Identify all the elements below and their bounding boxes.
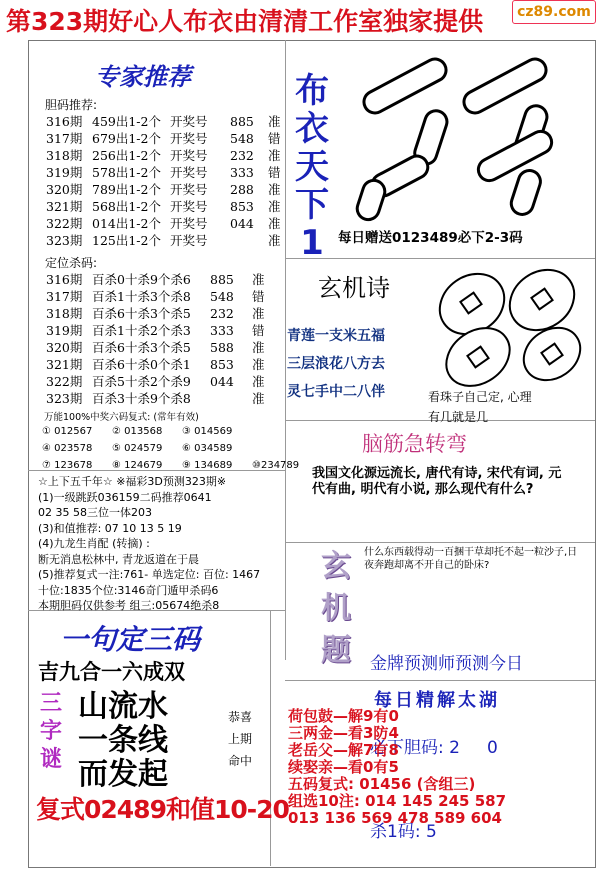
yiju-banner: 一句定三码 (60, 623, 201, 656)
list-item: ④ 023578 (42, 443, 93, 454)
table-row: 320期 百杀6十杀3个杀5 588 准 (46, 340, 265, 355)
xuanji-ti-label: 玄机题 (321, 549, 351, 668)
list-item: ② 013568 (112, 426, 163, 437)
list-item: ③ 014569 (182, 426, 233, 437)
table-row: 321期 百杀6十杀0个杀1 853 准 (46, 357, 265, 372)
riddle-lines (78, 690, 168, 792)
taihu-wuma: 五码复式: 01456 (含组三) (288, 775, 476, 793)
table-row: 323期 百杀3十杀9个杀8 准 (46, 391, 265, 406)
expert-table (46, 113, 281, 249)
riddle-line: 而发起 (78, 757, 168, 792)
naojin-banner: 脑筋急转弯 (362, 432, 467, 456)
notes-line: (1)一级跳跃036159二码推荐0641 (38, 490, 212, 504)
table-row: 316期 百杀0十杀9个杀6 885 准 (46, 272, 265, 287)
poem-line: 灵七手中二八伴 (287, 384, 385, 400)
taihu-line: 荷包鼓—解9有0 (288, 707, 399, 725)
notes-line: (3)和值推荐: 07 10 13 5 19 (38, 521, 182, 535)
notes-block (38, 474, 260, 614)
list-item: ⑤ 024579 (112, 443, 163, 454)
notes-line: 本期胆码仅供参考 组三:05674绝杀8 (38, 599, 220, 612)
page-title: 第323期好心人布衣由清清工作室独家提供 (6, 7, 484, 36)
yiju-phrase: 吉九合一六成双 (38, 659, 185, 684)
table-row: 319期 百杀1十杀2个杀3 333 错 (46, 323, 265, 338)
list-item: ⑨ 134689 (182, 460, 233, 471)
poem-line: 青莲一支米五福 (287, 328, 385, 344)
wanneng-list (42, 423, 322, 474)
table-row: 318期 百杀6十杀3个杀5 232 准 (46, 306, 265, 321)
table-row: 317期 百杀1十杀3个杀8 548 错 (46, 289, 265, 304)
coins-caption: 看珠子自己定, 心理 有几就是几 (428, 390, 532, 424)
poem-line: 三层浪花八方去 (287, 356, 385, 372)
table-row: 322期 百杀5十杀2个杀9 044 准 (46, 374, 265, 389)
daily-gift-text: 每日赠送0123489必下2-3码 (338, 230, 523, 246)
fushi-text: 复式02489和值10-20 (36, 795, 289, 824)
kill-table (46, 271, 265, 407)
row-divider (285, 542, 595, 543)
column-divider (270, 610, 271, 866)
notes-line: 断无消息松林中, 青龙返道在于晨 (38, 552, 199, 566)
naojin-text: 我国文化源远流长, 唐代有诗, 宋代有词, 元代有曲, 明代有小说, 那么现代有什么? (312, 466, 562, 497)
riddle-line: 一条线 (78, 723, 168, 758)
list-item: ⑦ 123678 (42, 460, 93, 471)
site-logo[interactable]: cz89.com (512, 0, 596, 24)
notes-line: (5)推荐复式一注:761- 单选定位: 百位: 1467 (38, 568, 261, 581)
expert-section-label: 胆码推荐: (45, 98, 98, 112)
three-char-riddle-label: 三字谜 (39, 691, 62, 772)
expert-banner: 专家推荐 (95, 62, 191, 91)
list-item: ⑥ 034589 (182, 443, 233, 454)
list-item: ① 012567 (42, 426, 93, 437)
taihu-banner: 每日精解太湖 (374, 690, 500, 711)
table-row: 317期 679出1-2个 开奖号 548 错 (46, 131, 281, 146)
notes-line: ☆上下五千年☆ ※福彩3D预测323期※ (38, 475, 227, 488)
congrats-block: 恭喜 上期 命中 (228, 710, 253, 768)
taihu-zuxuan: 组选10注: 014 145 245 587 (288, 792, 507, 810)
taihu-line: 续娶亲—看0有5 (288, 758, 399, 776)
table-row: 320期 789出1-2个 开奖号 288 准 (46, 182, 281, 197)
buyi-vertical-title: 布衣天下1 (295, 71, 329, 263)
xuanji-title: 玄机诗 (318, 274, 390, 302)
taihu-line: 老岳父—解7有8 (288, 741, 399, 759)
table-row: 319期 578出1-2个 开奖号 333 错 (46, 165, 281, 180)
wanneng-label: 万能100%中奖六码复式: (常年有效) (44, 412, 199, 423)
table-row: 322期 014出1-2个 开奖号 044 准 (46, 216, 281, 231)
notes-line: 十位:1835个位:3146奇门遁甲杀码6 (38, 583, 219, 597)
xuanji-ti-lines: 金牌预测师预测今日 必下胆码: 2 0 杀1码: 5 (370, 654, 523, 842)
xuanji-ti-riddle: 什么东西载得动一百捆干草却托不起一粒沙子,日夜奔跑却离不开自己的卧床? (364, 547, 578, 571)
table-row: 316期 459出1-2个 开奖号 885 准 (46, 114, 281, 129)
taihu-lines (288, 708, 506, 827)
taihu-zuxuan: 013 136 569 478 589 604 (288, 809, 502, 827)
column-divider (285, 40, 286, 660)
notes-line: 02 35 58三位一体203 (38, 506, 152, 519)
list-item: ⑧ 124679 (112, 460, 163, 471)
table-row: 318期 256出1-2个 开奖号 232 准 (46, 148, 281, 163)
taihu-line: 三两金—看3防4 (288, 724, 399, 742)
table-row: 321期 568出1-2个 开奖号 853 准 (46, 199, 281, 214)
table-row: 323期 125出1-2个 开奖号 准 (46, 233, 281, 248)
coins-graphic (430, 262, 590, 387)
list-item: ⑩234789 (252, 460, 300, 471)
kill-section-label: 定位杀码: (45, 256, 98, 270)
notes-line: (4)九龙生肖配 (转摘) : (38, 537, 150, 550)
riddle-line: 山流水 (78, 689, 168, 724)
xuanji-poem (287, 322, 385, 406)
big-number-graphic (340, 50, 590, 225)
